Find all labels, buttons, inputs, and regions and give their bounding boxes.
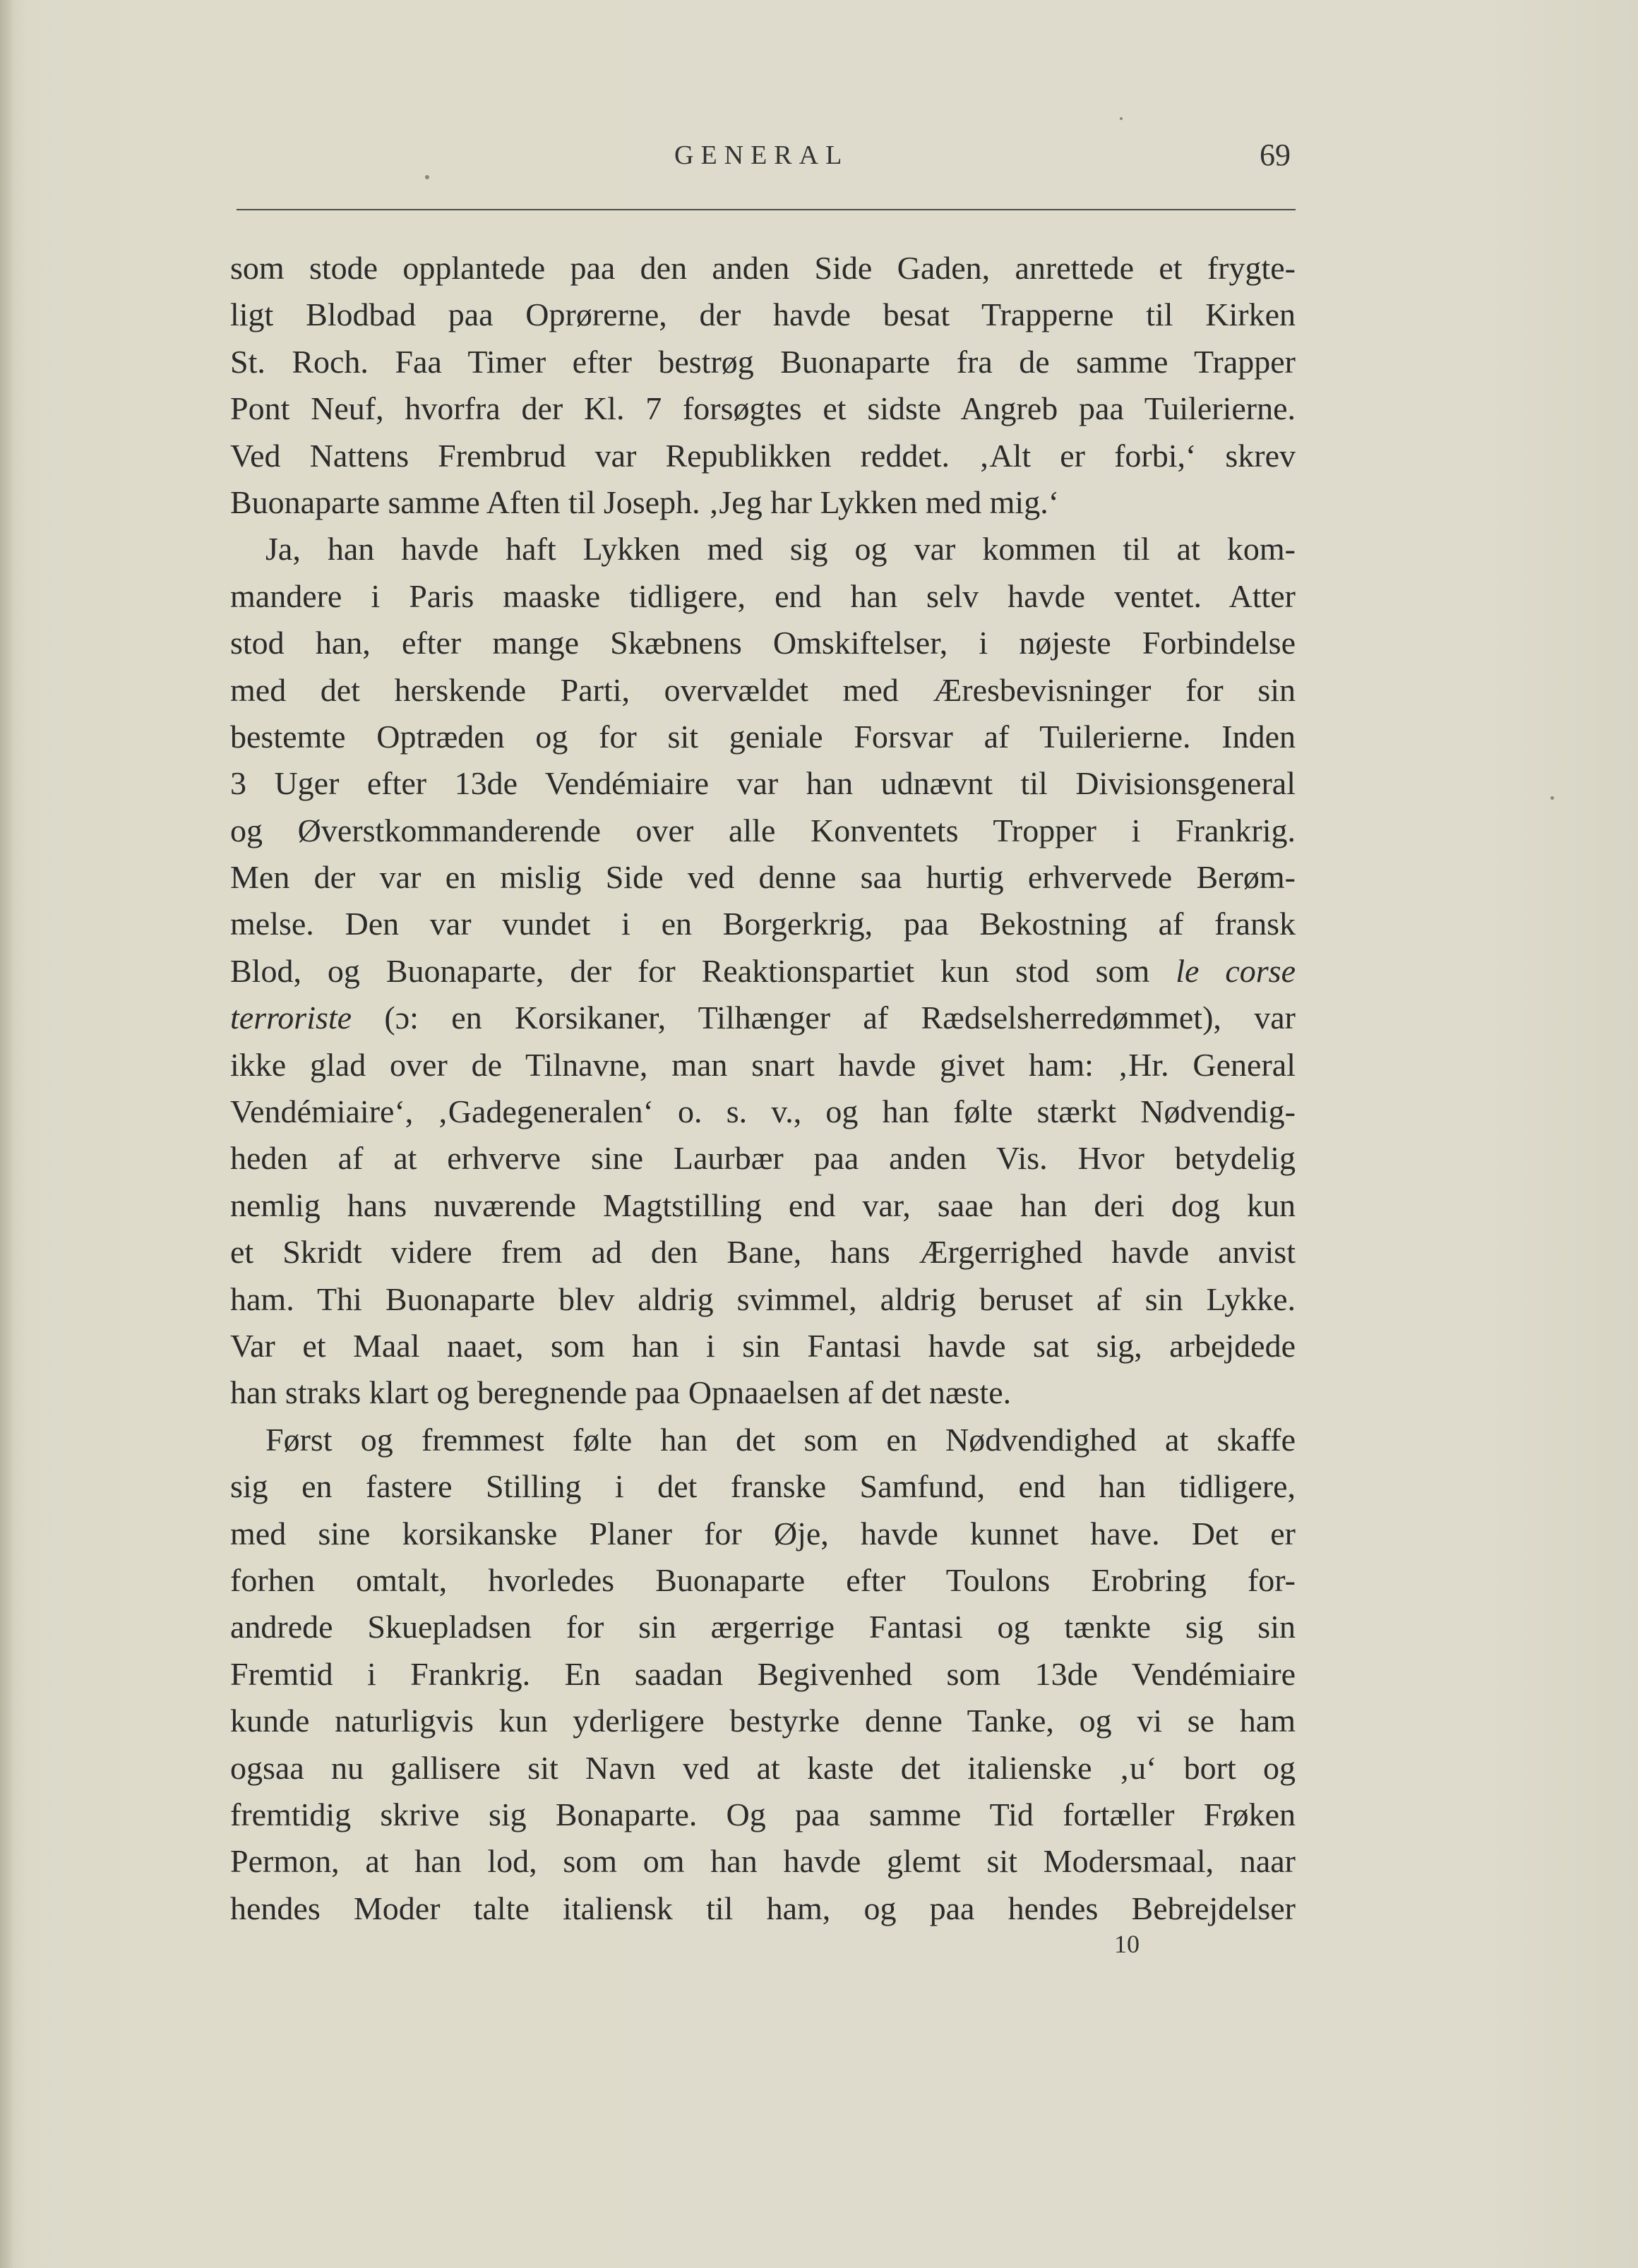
text-line: Buonaparte samme Aften til Joseph. ‚Jeg har Lykken med mig.‘ xyxy=(230,484,1060,520)
text-line: hendes Moder talte italiensk til ham, og paa hendes Bebrejdelser xyxy=(230,1890,1296,1926)
paper-speck xyxy=(1120,117,1123,120)
text-line: stod han, efter mange Skæbnens Omskiftelser, i nøjeste Forbindelse xyxy=(230,625,1296,661)
signature-mark: 10 xyxy=(1114,1930,1140,1958)
paper-speck xyxy=(425,175,429,179)
text-line: med sine korsikanske Planer for Øje, havde kunnet have. Det er xyxy=(230,1515,1296,1552)
text-line: han straks klart og beregnende paa Opnaaelsen af det næste. xyxy=(230,1374,1012,1411)
text-line: ham. Thi Buonaparte blev aldrig svimmel, aldrig beruset af sin Lykke. xyxy=(230,1280,1296,1317)
header-rule xyxy=(237,209,1296,210)
text-line: andrede Skuepladsen for sin ærgerrige Fantasi og tænkte sig sin xyxy=(230,1609,1296,1645)
text-line: St. Roch. Faa Timer efter bestrøg Buonaparte fra de samme Trapper xyxy=(230,343,1296,380)
text-line: Men der var en mislig Side ved denne saa hurtig erhvervede Berøm- xyxy=(230,859,1296,896)
text-line: Pont Neuf, hvorfra der Kl. 7 forsøgtes et sidste Angreb paa Tuilerierne. xyxy=(230,390,1296,427)
text-line: Permon, at han lod, som om han havde glemt sit Modersmaal, naar xyxy=(230,1843,1296,1880)
page-number: 69 xyxy=(1260,138,1291,172)
text-line: heden af at erhverve sine Laurbær paa anden Vis. Hvor betydelig xyxy=(230,1140,1296,1177)
text-line: Vendémiaire‘, ‚Gadegeneralen‘ o. s. v., og han følte stærkt Nødvendig- xyxy=(230,1093,1296,1130)
text-line: Ved Nattens Frembrud var Republikken reddet. ‚Alt er forbi,‘ skrev xyxy=(230,437,1296,474)
text-line: forhen omtalt, hvorledes Buonaparte efter Toulons Erobring for- xyxy=(230,1561,1296,1598)
text-line: et Skridt videre frem ad den Bane, hans Ærgerrighed havde anvist xyxy=(230,1234,1296,1271)
text-line: kunde naturligvis kun yderligere bestyrke denne Tanke, og vi se ham xyxy=(230,1703,1296,1739)
page-edge xyxy=(0,0,13,2268)
text-line: med det herskende Parti, overvældet med Æresbevisninger for sin xyxy=(230,671,1296,708)
text-line: sig en fastere Stilling i det franske Samfund, end han tidligere, xyxy=(230,1468,1296,1505)
text-line: ikke glad over de Tilnavne, man snart havde givet ham: ‚Hr. General xyxy=(230,1046,1296,1083)
text-line: terroriste (ɔ: en Korsikaner, Tilhænger af Rædselsherredømmet), var xyxy=(230,1000,1296,1036)
text-line: melse. Den var vundet i en Borgerkrig, paa Bekostning af fransk xyxy=(230,906,1296,942)
text-line: Først og fremmest følte han det som en Nødvendighed at skaffe xyxy=(265,1421,1296,1458)
text-line: fremtidig skrive sig Bonaparte. Og paa samme Tid fortæller Frøken xyxy=(230,1796,1296,1832)
text-line: 3 Uger efter 13de Vendémiaire var han udnævnt til Divisionsgeneral xyxy=(230,765,1296,802)
text-line: nemlig hans nuværende Magtstilling end var, saae han deri dog kun xyxy=(230,1187,1296,1223)
text-line: som stode opplantede paa den anden Side Gaden, anrettede et frygte- xyxy=(230,250,1296,286)
text-line: og Øverstkommanderende over alle Konventets Tropper i Frankrig. xyxy=(230,812,1296,848)
text-line: Var et Maal naaet, som han i sin Fantasi havde sat sig, arbejdede xyxy=(230,1327,1296,1364)
paper-speck xyxy=(1550,796,1554,800)
text-line: Blod, og Buonaparte, der for Reaktionspartiet kun stod som le corse xyxy=(230,952,1296,989)
text-line: ogsaa nu gallisere sit Navn ved at kaste det italienske ‚u‘ bort og xyxy=(230,1749,1296,1786)
text-line: Ja, han havde haft Lykken med sig og var kommen til at kom- xyxy=(265,531,1296,568)
body-text xyxy=(230,245,1296,1932)
text-line: mandere i Paris maaske tidligere, end han selv havde ventet. Atter xyxy=(230,577,1296,614)
text-line: Fremtid i Frankrig. En saadan Begivenhed som 13de Vendémiaire xyxy=(230,1655,1296,1692)
running-header-title: GENERAL xyxy=(674,140,849,170)
text-line: bestemte Optræden og for sit geniale Forsvar af Tuilerierne. Inden xyxy=(230,718,1296,755)
text-line: ligt Blodbad paa Oprørerne, der havde besat Trapperne til Kirken xyxy=(230,296,1296,333)
